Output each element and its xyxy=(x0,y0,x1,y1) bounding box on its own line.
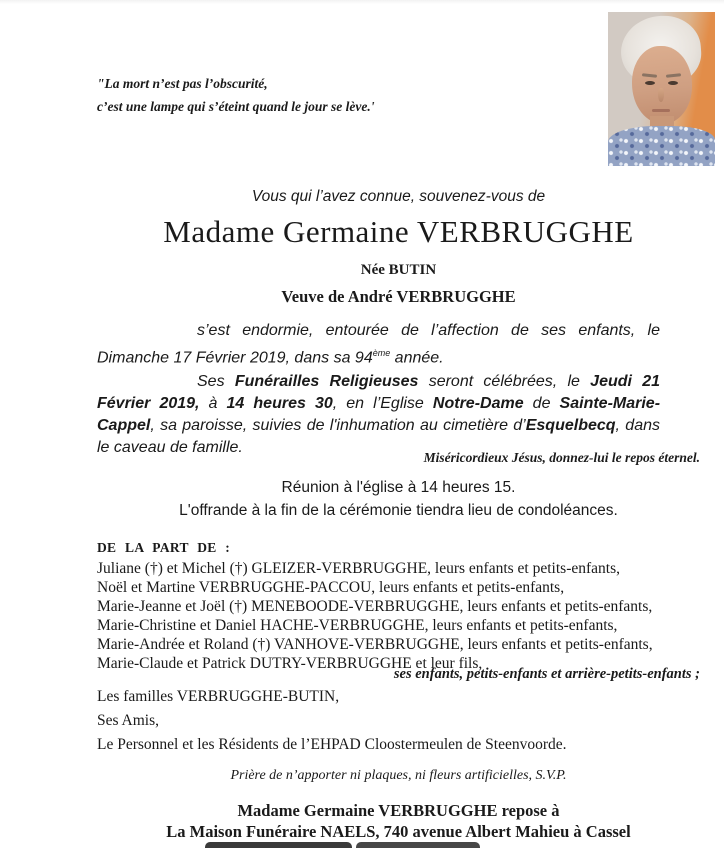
death-paragraph: s’est endormie, entourée de l’affection de ses enfants, le Dimanche 17 Février 2019, dans sa 94ème année. xyxy=(97,322,660,367)
top-edge-fade xyxy=(0,0,724,4)
maiden-name: Née BUTIN xyxy=(360,262,437,278)
no-flowers-request: Prière de n’apporter ni plaques, ni fleurs artificielles, S.V.P. xyxy=(230,768,567,783)
family-member-line: Marie-Andrée et Roland (†) VANHOVE-VERBRUGGHE, leurs enfants et petits-enfants, xyxy=(97,636,653,653)
from-the-part-of-heading: DE LA PART DE : xyxy=(97,540,231,555)
bottom-cutoff-button-left[interactable] xyxy=(205,842,352,848)
family-member-line: Marie-Jeanne et Joël (†) MENEBOODE-VERBRUGGHE, leurs enfants et petits-enfants, xyxy=(97,598,653,615)
offering-line: L'offrande à la fin de la cérémonie tiendra lieu de condoléances. xyxy=(179,502,618,519)
intro-line: Vous qui l’avez connue, souvenez-vous de xyxy=(251,188,546,205)
staff-line: Le Personnel et les Résidents de l’EHPAD Cloostermeulen de Steenvoorde. xyxy=(97,736,567,753)
friends-line: Ses Amis, xyxy=(97,712,160,729)
widow-of-line: Veuve de André VERBRUGGHE xyxy=(281,287,516,306)
portrait-nose xyxy=(658,88,664,102)
repose-location xyxy=(97,800,700,842)
meeting-line: Réunion à l'église à 14 heures 15. xyxy=(281,479,516,496)
portrait-eye xyxy=(668,81,678,85)
family-members-list xyxy=(97,559,700,673)
family-member-line: Noël et Martine VERBRUGGHE-PACCOU, leurs enfants et petits-enfants, xyxy=(97,579,565,596)
family-member-line: Marie-Christine et Daniel HACHE-VERBRUGGHE, leurs enfants et petits-enfants, xyxy=(97,617,618,634)
opening-quote xyxy=(97,72,374,118)
prayer-line: Miséricordieux Jésus, donnez-lui le repos éternel. xyxy=(423,450,700,465)
descendants-line: ses enfants, petits-enfants et arrière-petits-enfants ; xyxy=(393,666,700,682)
quote-line-2: c’est une lampe qui s’éteint quand le jour se lève.' xyxy=(97,99,375,114)
portrait-photo xyxy=(608,12,715,166)
repose-line-2: La Maison Funéraire NAELS, 740 avenue Albert Mahieu à Cassel xyxy=(166,822,631,841)
portrait-mouth xyxy=(652,109,670,112)
funeral-paragraph: Ses Funérailles Religieuses seront célébrées, le Jeudi 21 Février 2019, à 14 heures 30, en l’Eglise Notre-Dame de Sainte-Marie-Cappel, sa paroisse, suivies de l'inhumation au cimetière d’Esquelbecq, dans le caveau de famille. xyxy=(97,373,661,456)
portrait-eye xyxy=(645,81,655,85)
portrait-blouse xyxy=(608,126,715,166)
family-member-line: Marie-Claude et Patrick DUTRY-VERBRUGGHE et leur fils, xyxy=(97,655,483,672)
family-member-line: Juliane (†) et Michel (†) GLEIZER-VERBRUGGHE, leurs enfants et petits-enfants, xyxy=(97,560,620,577)
bottom-cutoff-button-right[interactable] xyxy=(356,842,480,848)
portrait-face xyxy=(632,46,692,124)
repose-line-1: Madame Germaine VERBRUGGHE repose à xyxy=(237,801,560,820)
deceased-name-title: Madame Germaine VERBRUGGHE xyxy=(163,214,634,249)
quote-line-1: "La mort n’est pas l’obscurité, xyxy=(97,76,268,91)
families-line: Les familles VERBRUGGHE-BUTIN, xyxy=(97,688,340,705)
